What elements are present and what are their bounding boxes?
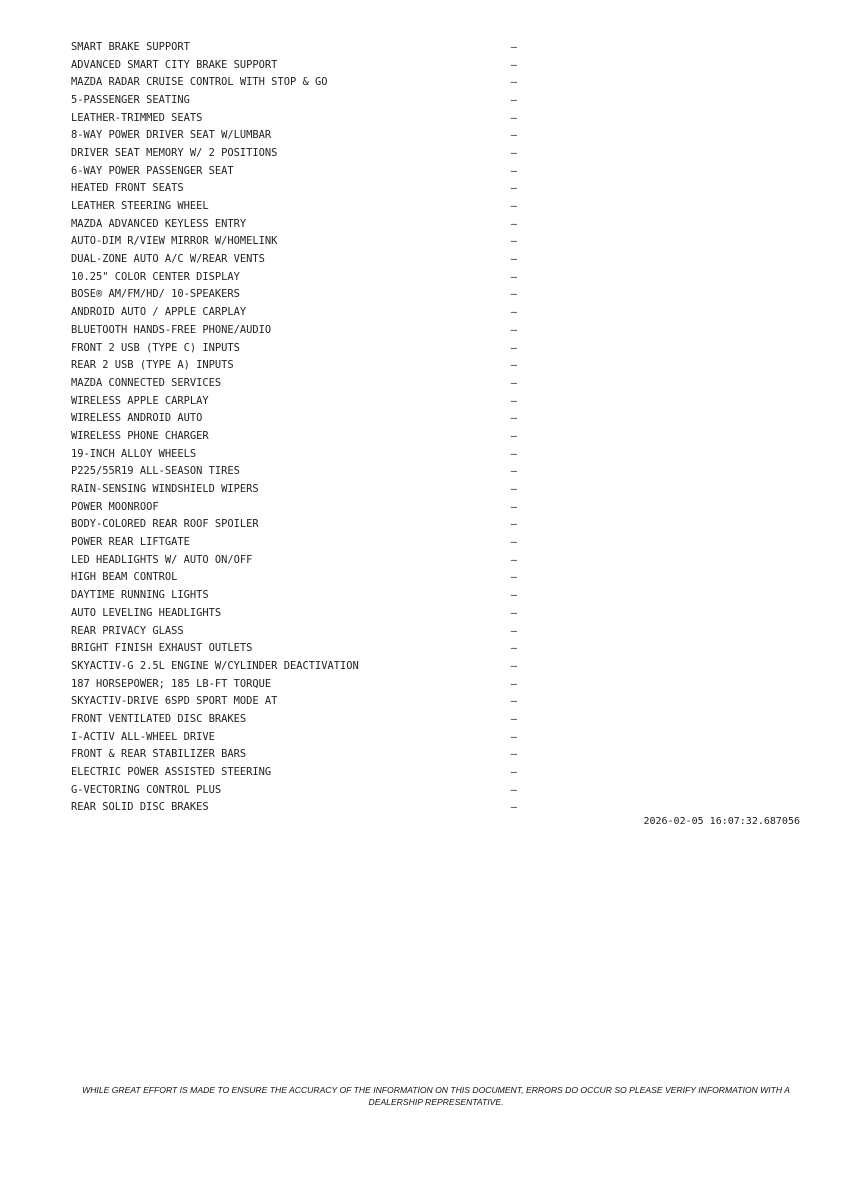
feature-name: LEATHER STEERING WHEEL: [71, 200, 209, 213]
feature-row: [71, 728, 521, 746]
feature-name: 8-WAY POWER DRIVER SEAT W/LUMBAR: [71, 129, 272, 142]
feature-value: —: [510, 164, 517, 177]
feature-name: BODY-COLORED REAR ROOF SPOILER: [71, 518, 259, 531]
feature-row: [71, 339, 521, 357]
feature-row: [71, 73, 521, 91]
feature-row: [71, 692, 521, 710]
feature-name: I-ACTIV ALL-WHEEL DRIVE: [71, 730, 215, 743]
feature-value: —: [510, 182, 517, 195]
feature-name: ELECTRIC POWER ASSISTED STEERING: [71, 766, 272, 779]
feature-name: DRIVER SEAT MEMORY W/ 2 POSITIONS: [71, 146, 278, 159]
feature-row: [71, 763, 521, 781]
feature-value: —: [510, 111, 517, 124]
feature-value: —: [510, 412, 517, 425]
feature-value: —: [510, 200, 517, 213]
feature-name: ANDROID AUTO / APPLE CARPLAY: [71, 306, 247, 319]
feature-row: [71, 197, 521, 215]
feature-value: —: [510, 606, 517, 619]
feature-name: HIGH BEAM CONTROL: [71, 571, 178, 584]
feature-row: [71, 162, 521, 180]
feature-row: [71, 639, 521, 657]
feature-row: [71, 781, 521, 799]
feature-row: [71, 250, 521, 268]
feature-name: REAR SOLID DISC BRAKES: [71, 801, 209, 814]
feature-row: [71, 551, 521, 569]
feature-row: [71, 710, 521, 728]
feature-name: MAZDA RADAR CRUISE CONTROL WITH STOP & GO: [71, 76, 328, 89]
feature-row: [71, 533, 521, 551]
feature-value: —: [510, 589, 517, 602]
feature-row: [71, 427, 521, 445]
feature-row: [71, 38, 521, 56]
feature-row: [71, 91, 521, 109]
feature-row: [71, 463, 521, 481]
feature-name: RAIN-SENSING WINDSHIELD WIPERS: [71, 483, 259, 496]
feature-name: HEATED FRONT SEATS: [71, 182, 184, 195]
feature-row: [71, 586, 521, 604]
feature-name: POWER MOONROOF: [71, 500, 159, 513]
feature-name: 187 HORSEPOWER; 185 LB-FT TORQUE: [71, 677, 272, 690]
feature-value: —: [510, 447, 517, 460]
feature-row: [71, 657, 521, 675]
feature-name: SKYACTIV-DRIVE 6SPD SPORT MODE AT: [71, 695, 278, 708]
feature-name: FRONT & REAR STABILIZER BARS: [71, 748, 247, 761]
feature-value: —: [510, 766, 517, 779]
feature-value: —: [510, 76, 517, 89]
feature-row: [71, 622, 521, 640]
feature-value: —: [510, 40, 517, 53]
print-timestamp: 2026-02-05 16:07:32.687056: [643, 816, 800, 827]
feature-name: ADVANCED SMART CITY BRAKE SUPPORT: [71, 58, 278, 71]
feature-name: 10.25" COLOR CENTER DISPLAY: [71, 270, 240, 283]
feature-row: [71, 675, 521, 693]
feature-row: [71, 356, 521, 374]
feature-name: P225/55R19 ALL-SEASON TIRES: [71, 465, 240, 478]
feature-name: FRONT 2 USB (TYPE C) INPUTS: [71, 341, 240, 354]
feature-row: [71, 480, 521, 498]
feature-value: —: [510, 536, 517, 549]
feature-value: —: [510, 483, 517, 496]
feature-row: [71, 445, 521, 463]
feature-value: —: [510, 659, 517, 672]
feature-value: —: [510, 359, 517, 372]
feature-row: [71, 268, 521, 286]
feature-row: [71, 109, 521, 127]
feature-name: BRIGHT FINISH EXHAUST OUTLETS: [71, 642, 253, 655]
feature-value: —: [510, 783, 517, 796]
feature-row: [71, 498, 521, 516]
feature-row: [71, 516, 521, 534]
feature-name: G-VECTORING CONTROL PLUS: [71, 783, 222, 796]
feature-name: 5-PASSENGER SEATING: [71, 93, 190, 106]
feature-name: MAZDA ADVANCED KEYLESS ENTRY: [71, 217, 247, 230]
feature-row: [71, 180, 521, 198]
feature-name: 19-INCH ALLOY WHEELS: [71, 447, 197, 460]
feature-value: —: [510, 270, 517, 283]
feature-value: —: [510, 217, 517, 230]
feature-value: —: [510, 394, 517, 407]
feature-value: —: [510, 677, 517, 690]
feature-value: —: [510, 129, 517, 142]
feature-name: POWER REAR LIFTGATE: [71, 536, 190, 549]
feature-row: [71, 409, 521, 427]
feature-row: [71, 569, 521, 587]
feature-list: [71, 38, 521, 816]
feature-name: LED HEADLIGHTS W/ AUTO ON/OFF: [71, 553, 253, 566]
feature-value: —: [510, 58, 517, 71]
feature-value: —: [510, 288, 517, 301]
feature-value: —: [510, 465, 517, 478]
feature-name: DAYTIME RUNNING LIGHTS: [71, 589, 209, 602]
feature-value: —: [510, 642, 517, 655]
feature-value: —: [510, 93, 517, 106]
feature-value: —: [510, 801, 517, 814]
feature-row: [71, 392, 521, 410]
feature-row: [71, 144, 521, 162]
feature-row: [71, 126, 521, 144]
feature-value: —: [510, 306, 517, 319]
feature-name: REAR 2 USB (TYPE A) INPUTS: [71, 359, 234, 372]
feature-name: DUAL-ZONE AUTO A/C W/REAR VENTS: [71, 253, 265, 266]
feature-value: —: [510, 695, 517, 708]
feature-name: AUTO-DIM R/VIEW MIRROR W/HOMELINK: [71, 235, 278, 248]
feature-row: [71, 233, 521, 251]
feature-value: —: [510, 323, 517, 336]
feature-value: —: [510, 376, 517, 389]
feature-value: —: [510, 730, 517, 743]
feature-name: FRONT VENTILATED DISC BRAKES: [71, 712, 247, 725]
feature-value: —: [510, 518, 517, 531]
feature-value: —: [510, 253, 517, 266]
feature-value: —: [510, 571, 517, 584]
feature-row: [71, 286, 521, 304]
feature-name: WIRELESS APPLE CARPLAY: [71, 394, 209, 407]
disclaimer-text: WHILE GREAT EFFORT IS MADE TO ENSURE THE ACCURACY OF THE INFORMATION ON THIS DOCUMENT, ERRORS DO OCCUR SO PLEASE VERIFY INFORMATION WITH A DEALERSHIP REPRESENTATIVE.: [82, 1085, 790, 1107]
feature-value: —: [510, 553, 517, 566]
feature-value: —: [510, 429, 517, 442]
feature-name: BOSE® AM/FM/HD/ 10-SPEAKERS: [71, 288, 240, 301]
feature-value: —: [510, 235, 517, 248]
feature-name: BLUETOOTH HANDS-FREE PHONE/AUDIO: [71, 323, 272, 336]
feature-value: —: [510, 500, 517, 513]
feature-row: [71, 303, 521, 321]
feature-name: MAZDA CONNECTED SERVICES: [71, 376, 222, 389]
feature-value: —: [510, 712, 517, 725]
feature-value: —: [510, 341, 517, 354]
feature-name: SMART BRAKE SUPPORT: [71, 40, 190, 53]
feature-value: —: [510, 748, 517, 761]
feature-name: WIRELESS ANDROID AUTO: [71, 412, 203, 425]
feature-row: [71, 799, 521, 817]
feature-name: LEATHER-TRIMMED SEATS: [71, 111, 203, 124]
feature-name: SKYACTIV-G 2.5L ENGINE W/CYLINDER DEACTIVATION: [71, 659, 359, 672]
feature-name: REAR PRIVACY GLASS: [71, 624, 184, 637]
feature-value: —: [510, 146, 517, 159]
feature-row: [71, 56, 521, 74]
feature-row: [71, 374, 521, 392]
feature-name: WIRELESS PHONE CHARGER: [71, 429, 209, 442]
feature-row: [71, 746, 521, 764]
feature-row: [71, 321, 521, 339]
feature-row: [71, 604, 521, 622]
feature-value: —: [510, 624, 517, 637]
feature-row: [71, 215, 521, 233]
feature-name: 6-WAY POWER PASSENGER SEAT: [71, 164, 234, 177]
feature-name: AUTO LEVELING HEADLIGHTS: [71, 606, 222, 619]
